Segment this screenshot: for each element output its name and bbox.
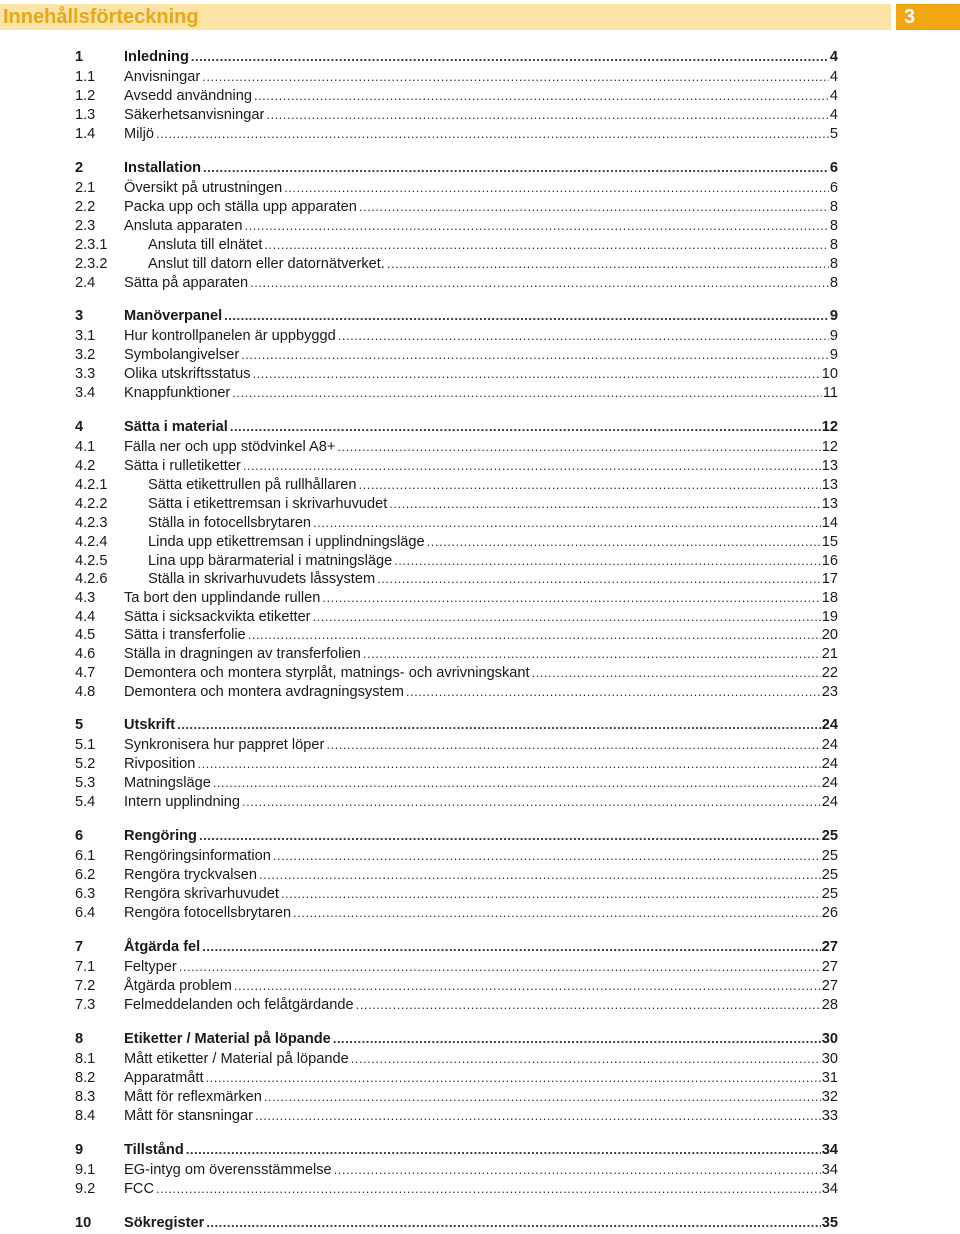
toc-leader-dots (334, 1161, 821, 1179)
toc-leader-dots (199, 827, 821, 845)
toc-number: 3.3 (75, 366, 96, 382)
toc-leader-dots (213, 774, 821, 792)
page-number: 3 (904, 6, 916, 28)
toc-title: Ansluta till elnätet (148, 237, 263, 253)
toc-title: Sätta i transferfolie (124, 627, 246, 643)
toc-leader-dots (359, 476, 821, 494)
toc-title: Ställa in dragningen av transferfolien (124, 646, 361, 662)
toc-entry[interactable] (75, 179, 838, 197)
toc-leader-dots (253, 365, 821, 383)
toc-entry[interactable] (75, 866, 838, 884)
toc-entry[interactable] (75, 327, 838, 345)
toc-leader-dots (313, 608, 821, 626)
toc-number: 2 (75, 160, 84, 176)
toc-entry[interactable] (75, 608, 838, 626)
toc-leader-dots (356, 996, 821, 1014)
toc-title: Matningsläge (124, 775, 211, 791)
toc-number: 2.3.2 (75, 256, 108, 272)
toc-number: 5.4 (75, 794, 96, 810)
toc-number: 3.1 (75, 328, 96, 344)
toc-entry[interactable] (75, 255, 838, 273)
toc-page-number: 5 (829, 126, 838, 142)
toc-entry[interactable] (75, 645, 838, 663)
toc-number: 4.7 (75, 665, 96, 681)
toc-leader-dots (337, 438, 820, 456)
toc-page-number: 23 (821, 684, 838, 700)
toc-entry[interactable] (75, 1050, 838, 1068)
toc-number: 5 (75, 717, 84, 733)
toc-number: 8.1 (75, 1051, 96, 1067)
toc-title: Installation (124, 160, 202, 176)
toc-page-number: 6 (829, 180, 838, 196)
toc-title: Säkerhetsanvisningar (124, 107, 265, 123)
toc-page-number: 8 (829, 218, 838, 234)
toc-title: Apparatmått (124, 1070, 204, 1086)
toc-title: Demontera och montera styrplåt, matnings- och avrivningskant (124, 665, 530, 681)
toc-number: 6.1 (75, 848, 96, 864)
toc-leader-dots (203, 159, 829, 177)
toc-entry[interactable] (75, 847, 838, 865)
toc-number: 1.4 (75, 126, 96, 142)
toc-leader-dots (273, 847, 821, 865)
toc-number: 8 (75, 1031, 84, 1047)
toc-entry[interactable] (75, 457, 838, 475)
toc-page-number: 24 (821, 756, 838, 772)
toc-page-number: 21 (821, 646, 838, 662)
toc-page-number: 31 (821, 1070, 838, 1086)
toc-entry[interactable] (75, 106, 838, 124)
toc-leader-dots (197, 755, 820, 773)
toc-leader-dots (394, 552, 821, 570)
toc-page-number: 24 (821, 775, 838, 791)
toc-entry[interactable] (75, 626, 838, 644)
toc-title: Knappfunktioner (124, 385, 231, 401)
toc-page-number: 14 (821, 515, 838, 531)
toc-chapter[interactable] (75, 1141, 838, 1159)
toc-number: 4.2.6 (75, 571, 108, 587)
toc-number: 2.4 (75, 275, 96, 291)
toc-page-number: 28 (821, 997, 838, 1013)
toc-number: 2.3.1 (75, 237, 108, 253)
toc-title: Symbolangivelser (124, 347, 240, 363)
toc-number: 4.4 (75, 609, 96, 625)
toc-number: 4.2.5 (75, 553, 108, 569)
toc-leader-dots (244, 217, 828, 235)
toc-page-number: 26 (821, 905, 838, 921)
toc-entry[interactable] (75, 514, 838, 532)
toc-title: Mått för stansningar (124, 1108, 253, 1124)
toc-page-number: 11 (822, 385, 838, 401)
toc-title: Olika utskriftsstatus (124, 366, 251, 382)
toc-entry[interactable] (75, 552, 838, 570)
toc-number: 2.2 (75, 199, 96, 215)
toc-leader-dots (202, 68, 829, 86)
toc-title: Rivposition (124, 756, 196, 772)
toc-entry[interactable] (75, 533, 838, 551)
toc-title: Rengöringsinformation (124, 848, 271, 864)
toc-leader-dots (156, 125, 829, 143)
toc-leader-dots (281, 885, 821, 903)
toc-page-number: 25 (821, 886, 838, 902)
toc-page-number: 25 (821, 828, 838, 844)
toc-page-number: 10 (821, 366, 838, 382)
toc-chapter[interactable] (75, 48, 838, 66)
toc-entry[interactable] (75, 1088, 838, 1106)
toc-page-number: 20 (821, 627, 838, 643)
toc-entry[interactable] (75, 736, 838, 754)
page-number-box (896, 4, 960, 30)
toc-entry[interactable] (75, 476, 838, 494)
toc-title: Sätta i sicksackvikta etiketter (124, 609, 311, 625)
toc-title: Rengöra fotocellsbrytaren (124, 905, 292, 921)
toc-leader-dots (326, 736, 820, 754)
toc-entry[interactable] (75, 904, 838, 922)
toc-title: Rengöra tryckvalsen (124, 867, 258, 883)
toc-title: Intern upplindning (124, 794, 241, 810)
toc-leader-dots (177, 716, 821, 734)
toc-chapter[interactable] (75, 1214, 838, 1232)
toc-page-number: 13 (821, 458, 838, 474)
toc-page-number: 16 (821, 553, 838, 569)
toc-title: Ansluta apparaten (124, 218, 243, 234)
toc-chapter[interactable] (75, 716, 838, 734)
toc-entry[interactable] (75, 346, 838, 364)
toc-number: 5.2 (75, 756, 96, 772)
toc-page-number: 13 (821, 496, 838, 512)
toc-entry[interactable] (75, 1180, 838, 1198)
toc-title: Åtgärda problem (124, 978, 232, 994)
toc-page-number: 4 (829, 107, 838, 123)
toc-leader-dots (338, 327, 829, 345)
toc-leader-dots (363, 645, 821, 663)
toc-title: FCC (124, 1181, 154, 1197)
toc-number: 1 (75, 49, 84, 65)
toc-number: 9 (75, 1142, 84, 1158)
toc-page-number: 27 (821, 978, 838, 994)
toc-page-number: 9 (829, 347, 838, 363)
toc-number: 5.3 (75, 775, 96, 791)
toc-leader-dots (284, 179, 829, 197)
toc-number: 4.8 (75, 684, 96, 700)
toc-entry[interactable] (75, 996, 838, 1014)
toc-page-number: 30 (821, 1031, 838, 1047)
toc-number: 4.2.1 (75, 477, 108, 493)
toc-title: Rengöra skrivarhuvudet (124, 886, 279, 902)
toc-title: Inledning (124, 49, 189, 65)
toc-number: 4.2.2 (75, 496, 108, 512)
toc-title: Utskrift (124, 717, 176, 733)
toc-title: Demontera och montera avdragningsystem (124, 684, 404, 700)
toc-leader-dots (293, 904, 821, 922)
toc-page-number: 30 (821, 1051, 838, 1067)
toc-number: 3.4 (75, 385, 96, 401)
toc-leader-dots (359, 198, 829, 216)
toc-entry[interactable] (75, 198, 838, 216)
toc-leader-dots (313, 514, 821, 532)
toc-number: 4 (75, 419, 84, 435)
toc-leader-dots (242, 793, 821, 811)
toc-leader-dots (264, 236, 828, 254)
toc-page-number: 19 (821, 609, 838, 625)
toc-page-number: 12 (821, 419, 838, 435)
toc-chapter[interactable] (75, 418, 838, 436)
toc-entry[interactable] (75, 755, 838, 773)
toc-title: Sökregister (124, 1215, 205, 1231)
toc-number: 1.3 (75, 107, 96, 123)
toc-title: Feltyper (124, 959, 177, 975)
toc-page-number: 34 (821, 1181, 838, 1197)
toc-entry[interactable] (75, 125, 838, 143)
toc-number: 7 (75, 939, 84, 955)
toc-number: 4.6 (75, 646, 96, 662)
toc-entry[interactable] (75, 664, 838, 682)
toc-number: 9.1 (75, 1162, 96, 1178)
toc-number: 9.2 (75, 1181, 96, 1197)
toc-page-number: 24 (821, 794, 838, 810)
toc-entry[interactable] (75, 570, 838, 588)
toc-leader-dots (333, 1030, 821, 1048)
toc-title: Sätta i etikettremsan i skrivarhuvudet (148, 496, 388, 512)
toc-title: Ställa in fotocellsbrytaren (148, 515, 312, 531)
toc-entry[interactable] (75, 774, 838, 792)
toc-leader-dots (230, 418, 821, 436)
toc-number: 6.4 (75, 905, 96, 921)
toc-entry[interactable] (75, 1107, 838, 1125)
toc-entry[interactable] (75, 274, 838, 292)
toc-page-number: 4 (829, 88, 838, 104)
toc-chapter[interactable] (75, 159, 838, 177)
toc-number: 3.2 (75, 347, 96, 363)
toc-page-number: 27 (821, 959, 838, 975)
toc-leader-dots (264, 1088, 821, 1106)
toc-number: 6.2 (75, 867, 96, 883)
toc-leader-dots (532, 664, 821, 682)
toc-page-number: 4 (829, 69, 838, 85)
toc-entry[interactable] (75, 68, 838, 86)
header-band (0, 4, 891, 30)
toc-leader-dots (254, 87, 829, 105)
toc-page-number: 25 (821, 867, 838, 883)
toc-leader-dots (248, 626, 821, 644)
toc-number: 3 (75, 308, 84, 324)
toc-title: Åtgärda fel (124, 939, 201, 955)
toc-page-number: 8 (829, 256, 838, 272)
toc-page-number: 35 (821, 1215, 838, 1231)
toc-leader-dots (186, 1141, 821, 1159)
toc-number: 6 (75, 828, 84, 844)
toc-chapter[interactable] (75, 827, 838, 845)
toc-title: Fälla ner och upp stödvinkel A8+ (124, 439, 336, 455)
toc-leader-dots (266, 106, 829, 124)
toc-entry[interactable] (75, 236, 838, 254)
toc-page-number: 34 (821, 1142, 838, 1158)
toc-entry[interactable] (75, 1161, 838, 1179)
toc-entry[interactable] (75, 793, 838, 811)
toc-number: 8.2 (75, 1070, 96, 1086)
toc-number: 7.1 (75, 959, 96, 975)
toc-number: 7.3 (75, 997, 96, 1013)
toc-leader-dots (191, 48, 829, 66)
toc-number: 4.2.3 (75, 515, 108, 531)
toc-leader-dots (322, 589, 820, 607)
toc-number: 4.2 (75, 458, 96, 474)
toc-page-number: 17 (821, 571, 838, 587)
toc-title: Linda upp etikettremsan i upplindningsläge (148, 534, 425, 550)
toc-leader-dots (179, 958, 821, 976)
toc-title: EG-intyg om överensstämmelse (124, 1162, 332, 1178)
toc-title: Etiketter / Material på löpande (124, 1031, 331, 1047)
toc-title: Hur kontrollpanelen är uppbyggd (124, 328, 336, 344)
toc-number: 5.1 (75, 737, 96, 753)
toc-page-number: 8 (829, 199, 838, 215)
toc-number: 8.4 (75, 1108, 96, 1124)
toc-chapter[interactable] (75, 1030, 838, 1048)
toc-page-number: 4 (829, 49, 838, 65)
toc-leader-dots (387, 255, 829, 273)
toc-title: Anvisningar (124, 69, 201, 85)
toc-page-number: 8 (829, 275, 838, 291)
toc-page-number: 18 (821, 590, 838, 606)
toc-entry[interactable] (75, 87, 838, 105)
toc-leader-dots (202, 938, 821, 956)
toc-entry[interactable] (75, 217, 838, 235)
toc-entry[interactable] (75, 495, 838, 513)
toc-title: Lina upp bärarmaterial i matningsläge (148, 553, 393, 569)
toc-leader-dots (259, 866, 821, 884)
toc-page-number: 13 (821, 477, 838, 493)
toc-entry[interactable] (75, 958, 838, 976)
toc-leader-dots (351, 1050, 821, 1068)
toc-title: Felmeddelanden och felåtgärdande (124, 997, 354, 1013)
toc-title: Ta bort den upplindande rullen (124, 590, 321, 606)
toc-leader-dots (377, 570, 821, 588)
toc-number: 1.2 (75, 88, 96, 104)
toc-number: 2.1 (75, 180, 96, 196)
toc-entry[interactable] (75, 977, 838, 995)
toc-page-number: 9 (829, 308, 838, 324)
toc-leader-dots (406, 683, 821, 701)
toc-title: Tillstånd (124, 1142, 184, 1158)
toc-entry[interactable] (75, 365, 838, 383)
toc-page-number: 24 (821, 717, 838, 733)
toc-page-number: 6 (829, 160, 838, 176)
toc-number: 4.2.4 (75, 534, 108, 550)
toc-page-number: 24 (821, 737, 838, 753)
toc-number: 4.1 (75, 439, 96, 455)
toc-number: 4.3 (75, 590, 96, 606)
toc-number: 8.3 (75, 1089, 96, 1105)
toc-title: Manöverpanel (124, 308, 223, 324)
toc-leader-dots (232, 384, 822, 402)
toc-number: 1.1 (75, 69, 96, 85)
toc-title: Mått för reflexmärken (124, 1089, 262, 1105)
toc-title: Anslut till datorn eller datornätverket. (148, 256, 385, 272)
toc-leader-dots (224, 307, 829, 325)
toc-title: Avsedd användning (124, 88, 252, 104)
toc-entry[interactable] (75, 384, 838, 402)
toc-leader-dots (241, 346, 829, 364)
toc-page-number: 33 (821, 1108, 838, 1124)
toc-number: 6.3 (75, 886, 96, 902)
toc-page-number: 34 (821, 1162, 838, 1178)
toc-number: 4.5 (75, 627, 96, 643)
toc-title: Översikt på utrustningen (124, 180, 283, 196)
toc-page-number: 25 (821, 848, 838, 864)
toc-leader-dots (250, 274, 829, 292)
toc-page-number: 12 (821, 439, 838, 455)
toc-page-number: 8 (829, 237, 838, 253)
toc-page-number: 32 (821, 1089, 838, 1105)
toc-entry[interactable] (75, 589, 838, 607)
toc-leader-dots (206, 1069, 821, 1087)
page-title: Innehållsförteckning (3, 6, 199, 28)
toc-title: Packa upp och ställa upp apparaten (124, 199, 357, 215)
toc-title: Miljö (124, 126, 154, 142)
toc-leader-dots (427, 533, 821, 551)
toc-leader-dots (243, 457, 821, 475)
toc-chapter[interactable] (75, 307, 838, 325)
toc-title: Sätta i material (124, 419, 228, 435)
toc-page-number: 27 (821, 939, 838, 955)
toc-page-number: 22 (821, 665, 838, 681)
toc-leader-dots (234, 977, 821, 995)
toc-leader-dots (206, 1214, 820, 1232)
toc-leader-dots (156, 1180, 821, 1198)
toc-entry[interactable] (75, 885, 838, 903)
toc-entry[interactable] (75, 438, 838, 456)
toc-leader-dots (255, 1107, 821, 1125)
toc-title: Rengöring (124, 828, 197, 844)
toc-title: Ställa in skrivarhuvudets låssystem (148, 571, 376, 587)
toc-title: Sätta i rulletiketter (124, 458, 241, 474)
toc-title: Sätta på apparaten (124, 275, 249, 291)
toc-title: Synkronisera hur pappret löper (124, 737, 325, 753)
toc-chapter[interactable] (75, 938, 838, 956)
toc-number: 7.2 (75, 978, 96, 994)
toc-title: Sätta etikettrullen på rullhållaren (148, 477, 357, 493)
toc-title: Mått etiketter / Material på löpande (124, 1051, 349, 1067)
toc-leader-dots (389, 495, 820, 513)
toc-page-number: 15 (821, 534, 838, 550)
toc-page-number: 9 (829, 328, 838, 344)
toc-number: 10 (75, 1215, 92, 1231)
toc-entry[interactable] (75, 1069, 838, 1087)
toc-number: 2.3 (75, 218, 96, 234)
toc-entry[interactable] (75, 683, 838, 701)
